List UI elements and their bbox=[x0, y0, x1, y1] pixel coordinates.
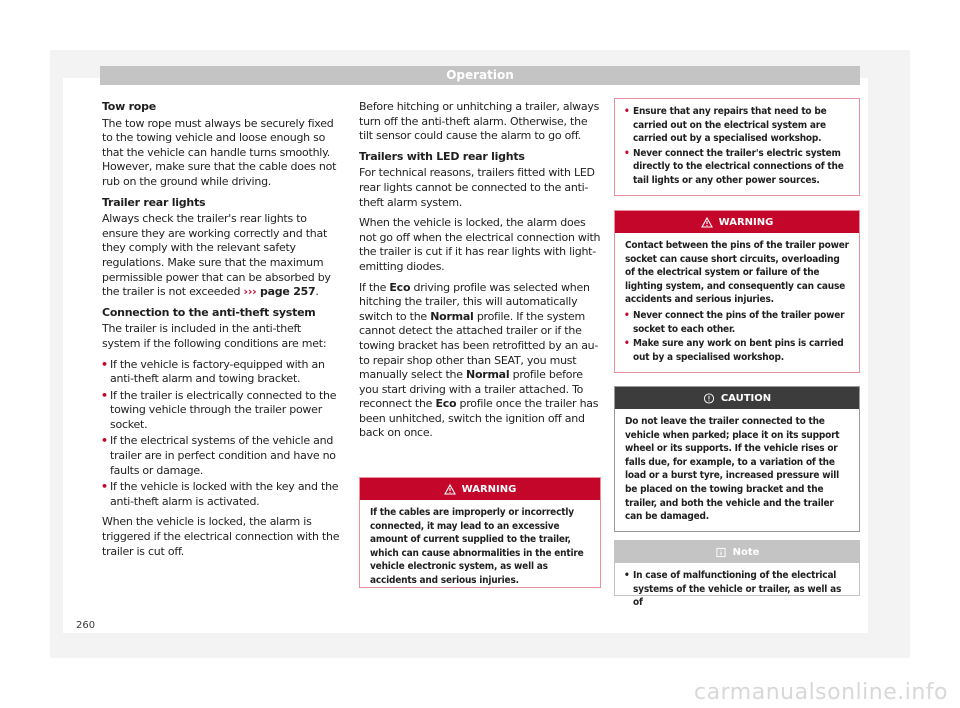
bullet-icon: • bbox=[101, 480, 108, 494]
warning-title: WARNING bbox=[461, 483, 517, 495]
page-reference-link[interactable]: ››› page 257 bbox=[243, 285, 316, 299]
tow-rope-heading: Tow rope bbox=[102, 100, 156, 113]
section-header bbox=[100, 66, 860, 85]
bullet-icon: • bbox=[101, 388, 108, 402]
warning-triangle-icon bbox=[701, 217, 713, 228]
antitheft-heading: Connection to the anti-theft system bbox=[102, 305, 316, 319]
list-item: • In case of malfunctioning of the electrical systems of the vehicle or trailer, as well as of bbox=[624, 570, 842, 609]
locked-alarm-text: When the vehicle is locked, the alarm is triggered if the electrical connection with the trailer is cut off. bbox=[102, 515, 340, 558]
watermark: carmanualsonline.info bbox=[694, 680, 948, 705]
note-title: Note bbox=[732, 546, 760, 558]
bullet-icon: • bbox=[101, 434, 108, 448]
locked-led-text: When the vehicle is locked, the alarm does not go off when the electrical connection with the trailer is cut if it has rear lights with light-emitting diodes. bbox=[359, 216, 601, 273]
bullet-icon: • bbox=[624, 309, 630, 321]
list-item: • Make sure any work on bent pins is carried out by a specialised workshop. bbox=[624, 338, 844, 363]
list-item: • If the vehicle is factory-equipped with an anti-theft alarm and towing bracket. bbox=[101, 357, 325, 386]
bullet-icon: • bbox=[624, 338, 630, 350]
bullet-icon: • bbox=[624, 147, 630, 159]
list-item: • If the electrical systems of the vehicle and trailer are in perfect condition and have no faults or damage. bbox=[101, 434, 336, 477]
caution-body: Do not leave the trailer connected to the vehicle when parked; place it on its support wheel or its supports. If the vehicle rises or falls due, for example, to a variation of the load or a burst tyre, increased pressure will be placed on the towing bracket and the trailer, and both the vehicle and the trailer can be damaged. bbox=[625, 416, 840, 523]
warning-box-pins bbox=[614, 210, 860, 373]
list-item: • Never connect the trailer's electric system directly to the electrical connections of the tail lights or any other power sources. bbox=[624, 147, 844, 186]
bullet-icon: • bbox=[624, 106, 630, 117]
eco-profile-text: If the Eco driving profile was selected when hitching the trailer, this will automatically switch to the Normal profile. If the system cannot detect the attached trailer or if the towing bracket has been retrofitted by an au-to repair shop other than SEAT, you must manually select the Normal profile before you start driving with a trailer attached. To reconnect the Eco profile once the trailer has been unhitched, switch the ignition off and back on once. bbox=[359, 280, 599, 440]
warning-body: If the cables are improperly or incorrectly connected, it may lead to an excessive amount of current supplied to the trailer, which can cause abnormalities in the entire vehicle electronic system, as well as accidents and serious injuries. bbox=[370, 507, 584, 586]
list-item: • If the trailer is electrically connected to the towing vehicle through the trailer power socket. bbox=[101, 388, 337, 431]
trailer-lights-text: Always check the trailer's rear lights to ensure they are working correctly and that they comply with the relevant safety regulations. Make sure that the maximum permissible power that can be absorbed by the trailer is not exceeded bbox=[102, 212, 331, 299]
led-text: For technical reasons, trailers fitted with LED rear lights cannot be connected to the anti-theft alarm system. bbox=[359, 166, 595, 209]
note-icon bbox=[715, 547, 727, 558]
caution-header bbox=[615, 387, 859, 409]
bullet-icon: • bbox=[624, 570, 630, 581]
caution-title: CAUTION bbox=[720, 392, 772, 404]
reference-arrow-icon: ››› bbox=[243, 285, 257, 299]
list-item: • Ensure that any repairs that need to be carried out on the electrical system are carried out by a specialised workshop. bbox=[624, 106, 827, 145]
trailer-lights-paragraph: Always check the trailer's rear lights to ensure they are working correctly and that they comply with the relevant safety regulations. Make sure that the maximum permissible power that can be absorbed by the trailer is not exceeded ››› page 257. bbox=[102, 212, 331, 299]
warning-header bbox=[615, 211, 859, 233]
bullet-icon: • bbox=[101, 357, 108, 371]
list-item: • If the vehicle is locked with the key and the anti-theft alarm is activated. bbox=[101, 480, 339, 508]
info-circle-icon bbox=[703, 393, 715, 404]
warning-header bbox=[360, 478, 600, 500]
warning-continued-box bbox=[614, 98, 860, 196]
note-header bbox=[615, 541, 859, 563]
column-left bbox=[102, 100, 342, 565]
caution-box bbox=[614, 386, 860, 532]
trailer-lights-heading: Trailer rear lights bbox=[102, 195, 206, 209]
note-box bbox=[614, 540, 860, 609]
warning-text: Contact between the pins of the trailer power socket can cause short circuits, overloading of the electrical system or failure of the lighting system, and consequently can cause accidents and serious injuries. bbox=[625, 240, 849, 306]
led-heading: Trailers with LED rear lights bbox=[359, 149, 525, 163]
hitch-text: Before hitching or unhitching a trailer, always turn off the anti-theft alarm. Otherwise, the tilt sensor could cause the alarm to go off. bbox=[359, 100, 600, 143]
antitheft-intro: The trailer is included in the anti-theft system if the following conditions are met: bbox=[102, 322, 327, 350]
warning-title: WARNING bbox=[718, 216, 774, 228]
page-number: 260 bbox=[76, 620, 96, 631]
warning-box bbox=[359, 477, 601, 588]
section-title: Operation bbox=[446, 68, 514, 82]
column-middle bbox=[359, 100, 602, 447]
list-item: • Never connect the pins of the trailer power socket to each other. bbox=[624, 309, 845, 335]
tow-rope-text: The tow rope must always be securely fixed to the towing vehicle and loose enough so that the vehicle can handle turns smoothly. However, make sure that the cable does not rub on the ground while driving. bbox=[102, 116, 337, 188]
warning-triangle-icon bbox=[444, 484, 456, 495]
